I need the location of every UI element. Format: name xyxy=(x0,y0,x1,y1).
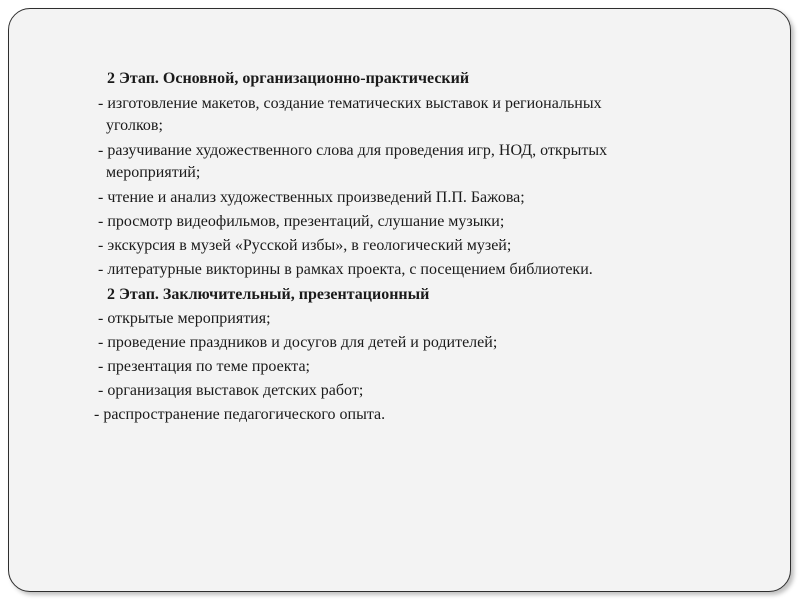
stage-final-item-5: - распространение педагогического опыта. xyxy=(94,406,386,423)
stage-final-item-2: - проведение праздников и досугов для детей и родителей; xyxy=(98,334,498,351)
stage-final-item-3: - презентация по теме проекта; xyxy=(98,358,310,375)
stage-main-item-6: - литературные викторины в рамках проекта, с посещением библиотеки. xyxy=(98,261,593,278)
stage-final-item-1: - открытые мероприятия; xyxy=(98,310,271,327)
stage-final-item-4: - организация выставок детских работ; xyxy=(98,382,364,399)
stage-final-heading: 2 Этап. Заключительный, презентационный xyxy=(107,286,430,303)
stage-main-item-2-continuation: мероприятий; xyxy=(106,164,201,181)
stage-main-item-2: - разучивание художественного слова для проведения игр, НОД, открытых xyxy=(98,142,608,159)
stage-main-item-4: - просмотр видеофильмов, презентаций, слушание музыки; xyxy=(98,213,505,230)
stage-main-item-3: - чтение и анализ художественных произведений П.П. Бажова; xyxy=(98,189,525,206)
stage-main-heading: 2 Этап. Основной, организационно-практический xyxy=(107,70,470,87)
stage-main-item-1-continuation: уголков; xyxy=(106,117,163,134)
stage-main-item-5: - экскурсия в музей «Русской избы», в геологический музей; xyxy=(98,237,512,254)
stage-main-item-1: - изготовление макетов, создание тематических выставок и региональных xyxy=(98,95,602,112)
